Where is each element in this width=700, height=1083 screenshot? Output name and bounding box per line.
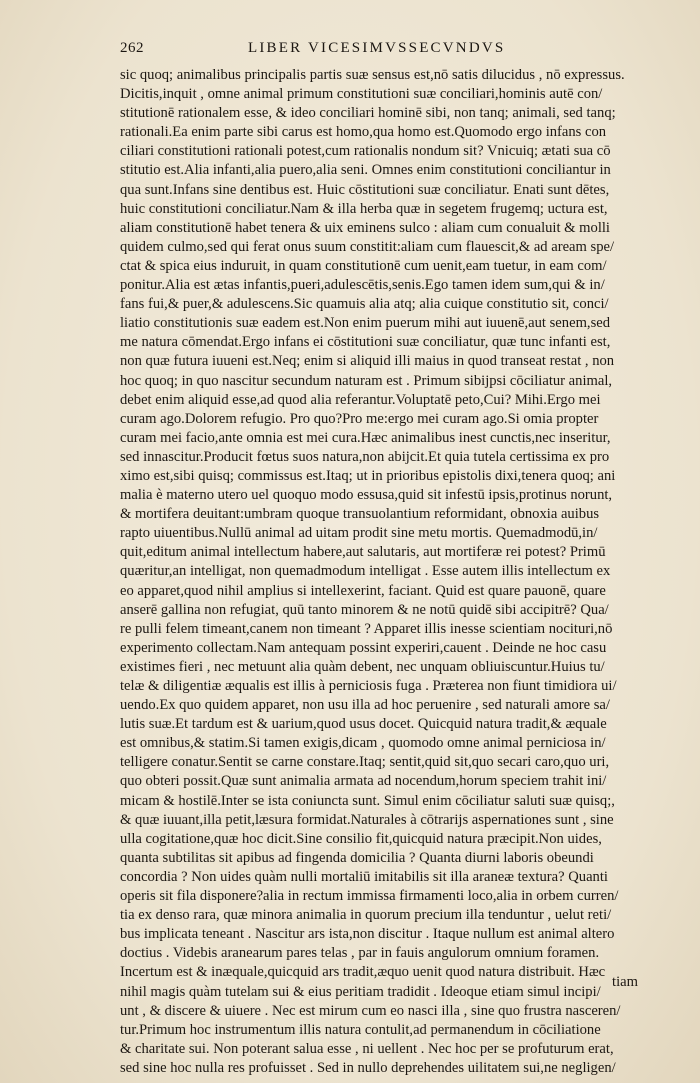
text-line: eo apparet,quod nihil amplius si intellexerint, faciant. Quid est quare pauonē, quare xyxy=(120,582,606,599)
text-line: rationali.Ea enim parte sibi carus est homo,qua homo est.Quomodo ergo infans con xyxy=(120,124,607,141)
text-line: telæ & diligentiæ æqualis est illis à perniciosis fuga . Præterea non fiunt timidiora ui/ xyxy=(120,678,617,694)
text-line: ximo est,sibi quisq; commissus est.Itaq; ut in prioribus epistolis dixi,tenera quoq; ani xyxy=(120,467,616,484)
text-line: quidem culmo,sed qui ferat onus suum constitit:aliam cum flauescit,& ad aream spe/ xyxy=(120,238,615,255)
text-line: & quæ iuuant,illa petit,læsura formidat.Naturales à cōtrarijs aspernationes sunt , sine xyxy=(120,811,614,828)
text-line: concordia ? Non uides quàm nulli mortaliū imitabilis sit illa araneæ textura? Quanti xyxy=(120,868,608,885)
text-line: huic constitutioni conciliatur.Nam & illa herba quæ in segetem frugemq; uctura est, xyxy=(120,200,608,217)
text-line: qua sunt.Infans sine dentibus est. Huic cōstitutioni suæ conciliatur. Enati sunt dētes, xyxy=(120,181,610,198)
text-line: unt , & discere & uiuere . Nec est mirum cum eo nasci illa , sine quo frustra nasceren/ xyxy=(120,1002,621,1019)
text-line: sic quoq; animalibus principalis partis suæ sensus est,nō satis dilucidus , nō expressus. xyxy=(120,67,625,83)
text-line: debet enim aliquid esse,ad quod alia referantur.Voluptatē peto,Cui? Mihi.Ergo mei xyxy=(120,391,601,408)
text-line: quit,editum animal intellectum habere,aut salutaris, aut mortiferæ rei potest? Primū xyxy=(120,544,606,561)
text-line: & mortifera deuitant:umbram quoque transuolantium reformidant, obnoxia auibus xyxy=(120,506,600,523)
page-header xyxy=(120,40,642,64)
text-line: stitutio est.Alia infanti,alia puero,alia seni. Omnes enim constitutioni conciliantur in xyxy=(120,162,611,179)
text-line: tia ex denso rara, quæ minora animalia in quorum precium illa tenduntur , uelut reti/ xyxy=(120,907,612,924)
running-title: LIBER VICESIMVSSECVNDVS xyxy=(248,40,506,56)
text-line: quanta subtilitas sit apibus ad fingenda domicilia ? Quanta diurni laboris obeundi xyxy=(120,849,594,866)
text-line: me natura cōmendat.Ergo infans ei cōstitutioni suæ conciliatur, quæ tunc infanti est, xyxy=(120,334,611,351)
text-line: uendo.Ex quo quidem apparet, non usu illa ad hoc peruenire , sed naturali amore sa/ xyxy=(120,697,610,714)
text-line: hoc quoq; in quo nascitur secundum naturam est . Primum sibijpsi cōciliatur animal, xyxy=(120,372,613,389)
text-line: experimento collectam.Nam antequam possint experiri,cauent . Deinde ne hoc casu xyxy=(120,639,607,656)
text-line: Incertum est & inæquale,quicquid ars tradit,æquo uenit quod natura distribuit. Hæc xyxy=(120,964,606,981)
text-line: Dicitis,inquit , omne animal primum constitutioni suæ conciliari,hominis autē con/ xyxy=(120,86,603,103)
text-line: sed sine hoc nulla res profuisset . Sed in nullo deprehendes uilitatem sui,ne negligen/ xyxy=(120,1059,616,1076)
text-line: ponitur.Alia est ætas infantis,pueri,adulescētis,senis.Ego tamen idem sum,qui & in/ xyxy=(120,277,605,294)
text-line: rapto uiuentibus.Nullū animal ad uitam prodit sine metu mortis. Quemadmodū,in/ xyxy=(120,525,598,542)
text-line: non quæ futura iuueni est.Neq; enim si aliquid illi maius in quod transeat restat , non xyxy=(120,353,615,370)
text-line: nihil magis quàm tutelam sui & eius peritiam tradidit . Ideoque etiam simul incipi/ xyxy=(120,983,601,1000)
text-line: bus implicata teneant . Nascitur ars ista,non discitur . Itaque nullum est animal altero xyxy=(120,926,615,943)
text-line: aliam constitutionē habet tenera & uix eminens sulco : aliam cum conualuit & molli xyxy=(120,219,610,236)
text-line: fans fui,& puer,& adulescens.Sic quamuis alia atq; alia cuique constitutio sit, conci/ xyxy=(120,296,609,313)
text-line: anserē gallina non refugiat, quū tanto minorem & ne notū quidē sibi accipitrē? Qua/ xyxy=(120,601,609,618)
text-line: lutis suæ.Et tardum est & uarium,quod usus docet. Quicquid natura tradit,& æquale xyxy=(120,716,607,733)
text-line: ulla cogitatione,quæ hoc dicit.Sine consilio fit,quicquid natura præcipit.Non uides, xyxy=(120,830,602,847)
text-line: sed innascitur.Producit fœtus suos natura,non abijcit.Et quia tutela certissima ex pro xyxy=(120,448,610,465)
text-line: re pulli felem timeant,canem non timeant ? Apparet illis inesse scientiam nocituri,nō xyxy=(120,620,613,637)
text-line: operis sit fila disponere?alia in rectum immissa firmamenti loco,alia in orbem curren/ xyxy=(120,888,619,905)
catchword: tiam xyxy=(612,974,638,990)
text-line: curam ago.Dolorem refugio. Pro quo?Pro me:ergo mei curam ago.Si omia propter xyxy=(120,410,599,427)
text-line: micam & hostilē.Inter se ista coniuncta sunt. Simul enim cōciliatur saluti suæ quisq;, xyxy=(120,792,615,809)
text-line: quo obteri possit.Quæ sunt animalia armata ad nocendum,horum speciem trahit ini/ xyxy=(120,773,607,790)
text-line: tur.Primum hoc instrumentum illis natura contulit,ad permanendum in cōciliatione xyxy=(120,1021,601,1038)
text-line: stitutionē rationalem esse, & ideo conciliari hominē sibi, non tanq; animali, sed tanq; xyxy=(120,105,616,122)
text-line: doctius . Videbis aranearum pares telas , par in fauis angulorum omnium foramen. xyxy=(120,945,600,962)
text-line: ctat & spica eius induruit, in quam constitutionē cum uenit,eam tuetur, in eam com/ xyxy=(120,257,607,274)
text-line: est omnibus,& statim.Si tamen exigis,dicam , quomodo omne animal perniciosa in/ xyxy=(120,735,606,752)
text-line: quæritur,an intelligat, non quemadmodum intelligat . Esse autem illis intellectum ex xyxy=(120,563,611,580)
text-line: telligere conatur.Sentit se carne constare.Itaq; sentit,quid sit,quo secari caro,quo uri, xyxy=(120,754,610,771)
text-line: ciliari constitutioni rationali potest,cum rationalis nondum sit? Vnicuiq; ætati sua cō xyxy=(120,143,611,160)
text-line: existimes fieri , nec metuunt alia quàm debent, nec unquam obliuiscuntur.Huius tu/ xyxy=(120,658,605,675)
text-line: curam mei facio,ante omnia est mei cura.Hæc animalibus inest cunctis,nec inseritur, xyxy=(120,429,611,446)
text-line: liatio constitutionis suæ eadem est.Non enim puerum mihi aut iuuenē,aut senem,sed xyxy=(120,315,611,332)
body-text xyxy=(120,66,645,1078)
text-line: malia è materno utero uel quoquo modo essusa,quid sit infestū ipsis,protinus norunt, xyxy=(120,487,613,504)
text-line: & charitate sui. Non poterant salua esse , ni uellent . Nec hoc per se profuturum erat, xyxy=(120,1040,614,1057)
page-number: 262 xyxy=(120,40,144,56)
